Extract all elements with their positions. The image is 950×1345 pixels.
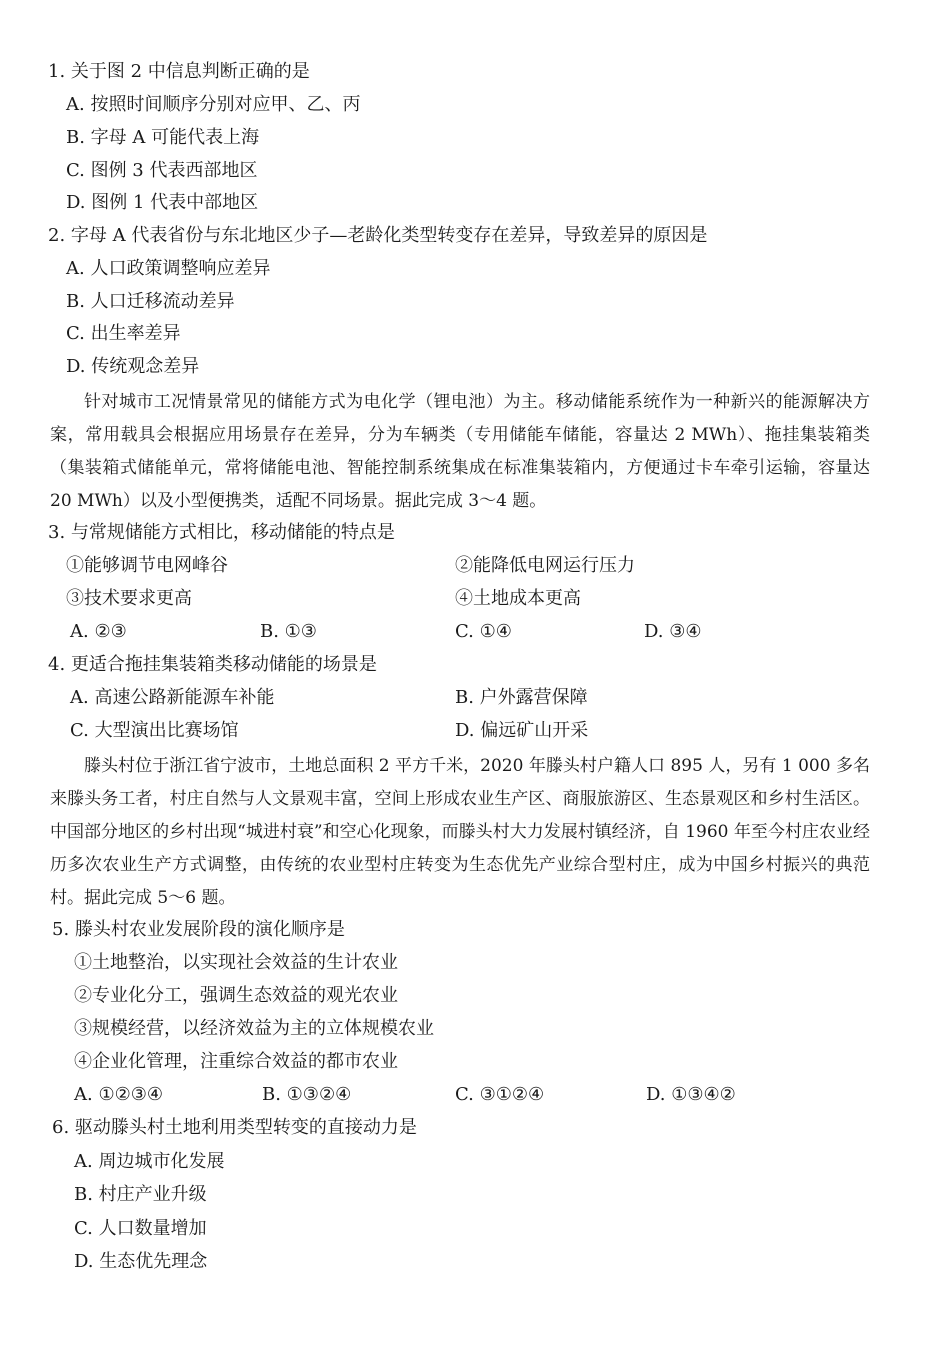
q4-option-a: A. 高速公路新能源车补能 (70, 687, 275, 708)
q3-option-d: D. ③④ (644, 621, 702, 642)
q2-option-a: A. 人口政策调整响应差异 (66, 258, 271, 279)
q1-option-c: C. 图例 3 代表西部地区 (66, 160, 258, 181)
q1-option-a: A. 按照时间顺序分别对应甲、乙、丙 (66, 94, 361, 115)
q5-option-b: B. ①③②④ (262, 1084, 352, 1105)
q4-option-d: D. 偏远矿山开采 (455, 720, 589, 741)
q6-option-d: D. 生态优先理念 (74, 1251, 208, 1272)
q6-option-c: C. 人口数量增加 (74, 1218, 207, 1239)
q3-statement-2: ②能降低电网运行压力 (455, 555, 635, 576)
q3-statement-4: ④土地成本更高 (455, 588, 581, 609)
q5-stem: 5. 滕头村农业发展阶段的演化顺序是 (52, 919, 345, 940)
q5-option-d: D. ①③④② (646, 1084, 736, 1105)
q3-stem: 3. 与常规储能方式相比，移动储能的特点是 (48, 522, 395, 543)
q3-option-c: C. ①④ (455, 621, 512, 642)
q4-stem: 4. 更适合拖挂集装箱类移动储能的场景是 (48, 654, 377, 675)
q2-option-b: B. 人口迁移流动差异 (66, 291, 235, 312)
q6-stem: 6. 驱动滕头村土地利用类型转变的直接动力是 (52, 1117, 417, 1138)
q6-option-b: B. 村庄产业升级 (74, 1184, 207, 1205)
q1-option-b: B. 字母 A 可能代表上海 (66, 127, 260, 148)
q3-option-b: B. ①③ (260, 621, 317, 642)
q2-option-c: C. 出生率差异 (66, 323, 181, 344)
q2-stem: 2. 字母 A 代表省份与东北地区少子—老龄化类型转变存在差异，导致差异的原因是 (48, 225, 708, 246)
q1-stem: 1. 关于图 2 中信息判断正确的是 (48, 61, 310, 82)
q5-statement-2: ②专业化分工，强调生态效益的观光农业 (74, 985, 398, 1006)
q5-statement-1: ①土地整治，以实现社会效益的生计农业 (74, 952, 398, 973)
q2-option-d: D. 传统观念差异 (66, 356, 200, 377)
q3-statement-1: ①能够调节电网峰谷 (66, 555, 228, 576)
q5-option-a: A. ①②③④ (74, 1084, 163, 1105)
q4-option-c: C. 大型演出比赛场馆 (70, 720, 239, 741)
q5-statement-4: ④企业化管理，注重综合效益的都市农业 (74, 1051, 398, 1072)
passage-energy-storage: 针对城市工况情景常见的储能方式为电化学（锂电池）为主。移动储能系统作为一种新兴的能源解决方案，常用载具会根据应用场景存在差异，分为车辆类（专用储能车储能，容量达 2 MWh）、拖挂集装箱类（集装箱式储能单元，常将储能电池、智能控制系统集成在标准集装箱内，方便通过卡车牵引运输，容量达 20 MWh）以及小型便携类，适配不同场景。据此完成 3～4 题。 (50, 392, 870, 511)
q5-option-c: C. ③①②④ (455, 1084, 545, 1105)
q4-option-b: B. 户外露营保障 (455, 687, 588, 708)
passage-tengtou-village: 滕头村位于浙江省宁波市，土地总面积 2 平方千米，2020 年滕头村户籍人口 895 人，另有 1 000 多名来滕头务工者，村庄自然与人文景观丰富，空间上形成农业生产区、商服旅游区、生态景观区和乡村生活区。中国部分地区的乡村出现“城进村衰”和空心化现象，而滕头村大力发展村镇经济，自 1960 年至今村庄农业经历多次农业生产方式调整，由传统的农业型村庄转变为生态优先产业综合型村庄，成为中国乡村振兴的典范村。据此完成 5～6 题。 (50, 756, 870, 908)
q6-option-a: A. 周边城市化发展 (74, 1151, 225, 1172)
q3-statement-3: ③技术要求更高 (66, 588, 192, 609)
q3-option-a: A. ②③ (70, 621, 127, 642)
q5-statement-3: ③规模经营，以经济效益为主的立体规模农业 (74, 1018, 434, 1039)
q1-option-d: D. 图例 1 代表中部地区 (66, 192, 259, 213)
